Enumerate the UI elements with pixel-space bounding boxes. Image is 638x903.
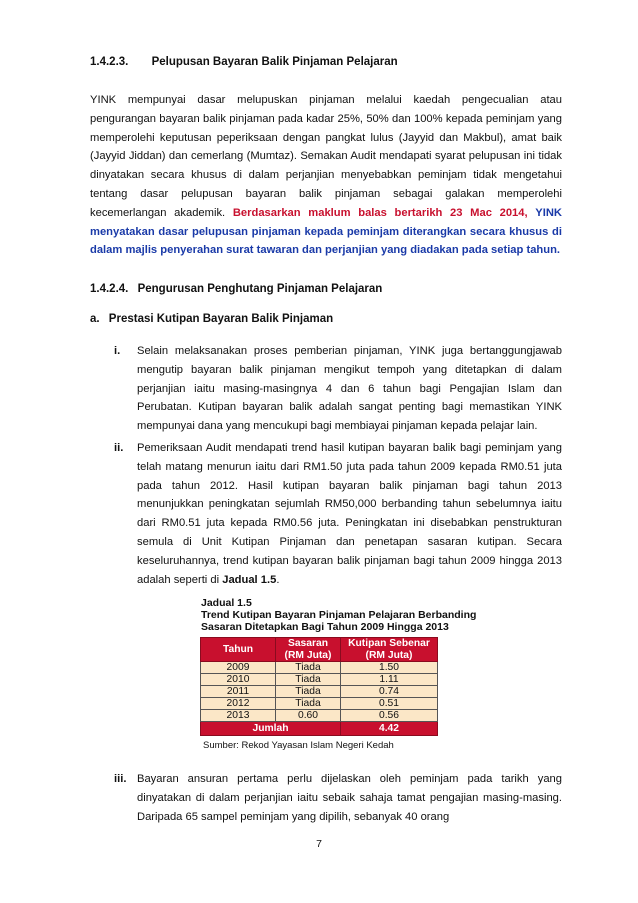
cell-year: 2011 — [201, 686, 276, 698]
table-caption — [201, 597, 476, 633]
section-heading-1-4-2-4 — [90, 283, 382, 295]
cell-year: 2010 — [201, 674, 276, 686]
header-target: Sasaran (RM Juta) — [276, 638, 341, 662]
section-heading-1-4-2-3 — [90, 56, 398, 68]
section-number: 1.4.2.4. — [90, 283, 129, 295]
table-row — [201, 698, 438, 710]
table-total-row — [201, 722, 438, 736]
item-number: ii. — [114, 442, 124, 454]
table-header-row — [201, 638, 438, 662]
list-item-i — [114, 342, 562, 436]
item-number: iii. — [114, 773, 127, 785]
table-number: Jadual 1.5 — [201, 597, 252, 609]
section-title: Pelupusan Bayaran Balik Pinjaman Pelajaran — [151, 56, 398, 68]
response-date-text: Berdasarkan maklum balas bertarikh 23 Mac 2014, — [232, 206, 528, 219]
cell-target: 0.60 — [276, 710, 341, 722]
item-text: Selain melaksanakan proses pemberian pinjaman, YINK juga bertanggungjawab mengutip bayaran balik pinjaman mengikut tempoh yang ditetapkan di dalam perjanjian iaitu masing-masingnya 4 dan 6 tahun bagi Pengajian Islam dan Perubatan. Kutipan bayaran balik adalah sangat penting bagi memastikan YINK mempunyai dana yang mencukupi bagi membiayai pinjaman kepada pelajar lain. — [137, 345, 562, 433]
subsection-label: a. — [90, 313, 100, 325]
table-row — [201, 662, 438, 674]
cell-actual: 0.51 — [341, 698, 438, 710]
paragraph-pelupusan — [90, 91, 562, 260]
cell-target: Tiada — [276, 662, 341, 674]
paragraph-text: YINK mempunyai dasar melupuskan pinjaman melalui kaedah pengecualian atau pengurangan bayaran balik pinjaman pada kadar 25%, 50% dan 100% kepada peminjam yang memperolehi keputusan peperiksaan dengan pangkat lulus (Jayyid dan Makbul), amat baik (Jayyid Jiddan) dan cemerlang (Mumtaz). Semakan Audit mendapati syarat pelupusan ini tidak dinyatakan secara khusus di dalam perjanjian menyebabkan peminjam tidak mengetahui tentang dasar pelupusan bayaran balik pinjaman sebagai galakan memperolehi kecemerlangan akademik. — [90, 94, 562, 219]
cell-target: Tiada — [276, 674, 341, 686]
list-item-iii — [114, 770, 562, 826]
table-title-line-1: Trend Kutipan Bayaran Pinjaman Pelajaran Berbanding — [201, 609, 477, 621]
table-row — [201, 710, 438, 722]
cell-actual: 0.56 — [341, 710, 438, 722]
collection-table — [200, 637, 438, 736]
item-number: i. — [114, 345, 121, 357]
header-actual: Kutipan Sebenar (RM Juta) — [341, 638, 438, 662]
cell-year: 2012 — [201, 698, 276, 710]
page-number: 7 — [316, 838, 322, 850]
item-body: Pemeriksaan Audit mendapati trend hasil kutipan bayaran balik bagi peminjam yang telah matang menurun iaitu dari RM1.50 juta pada tahun 2009 kepada RM0.51 juta pada tahun 2012. Hasil kutipan bayaran balik pinjaman bagi tahun 2013 menunjukkan peningkatan sejumlah RM50,000 berbanding tahun sebelumnya iaitu dari RM0.51 juta kepada RM0.56 juta. Peningkatan ini disebabkan penstrukturan semula di Unit Kutipan Pinjaman dan penetapan sasaran kutipan. Secara keseluruhannya, trend kutipan bayaran balik pinjaman bagi tahun 2009 hingga 2013 adalah seperti di — [137, 442, 562, 586]
cell-year: 2013 — [201, 710, 276, 722]
response-text: YINK menyatakan dasar pelupusan pinjaman kepada peminjam diterangkan secara khusus di dalam majlis penyerahan surat tawaran dan perjanjian yang diadakan pada setiap tahun. — [90, 206, 563, 257]
item-end: . — [276, 573, 280, 586]
table-source: Sumber: Rekod Yayasan Islam Negeri Kedah — [203, 740, 394, 751]
cell-target: Tiada — [276, 686, 341, 698]
cell-actual: 1.11 — [341, 674, 438, 686]
item-text: Bayaran ansuran pertama perlu dijelaskan oleh peminjam pada tarikh yang dinyatakan di dalam perjanjian iaitu sebaik sahaja tamat pengajian masing-masing. Daripada 65 sampel peminjam yang dipilih, sebanyak 40 orang — [137, 773, 562, 823]
subsection-heading-a — [90, 313, 333, 325]
total-label: Jumlah — [201, 722, 341, 736]
cell-actual: 1.50 — [341, 662, 438, 674]
item-text — [137, 439, 562, 589]
table-row — [201, 674, 438, 686]
table-reference: Jadual 1.5 — [222, 573, 277, 586]
section-number: 1.4.2.3. — [90, 56, 129, 68]
section-title: Pengurusan Penghutang Pinjaman Pelajaran — [137, 283, 383, 295]
header-year: Tahun — [201, 638, 276, 662]
list-item-ii — [114, 439, 562, 589]
cell-year: 2009 — [201, 662, 276, 674]
total-value: 4.42 — [341, 722, 438, 736]
table-row — [201, 686, 438, 698]
cell-actual: 0.74 — [341, 686, 438, 698]
subsection-title: Prestasi Kutipan Bayaran Balik Pinjaman — [108, 313, 334, 325]
cell-target: Tiada — [276, 698, 341, 710]
table-title-line-2: Sasaran Ditetapkan Bagi Tahun 2009 Hingga 2013 — [201, 621, 449, 633]
